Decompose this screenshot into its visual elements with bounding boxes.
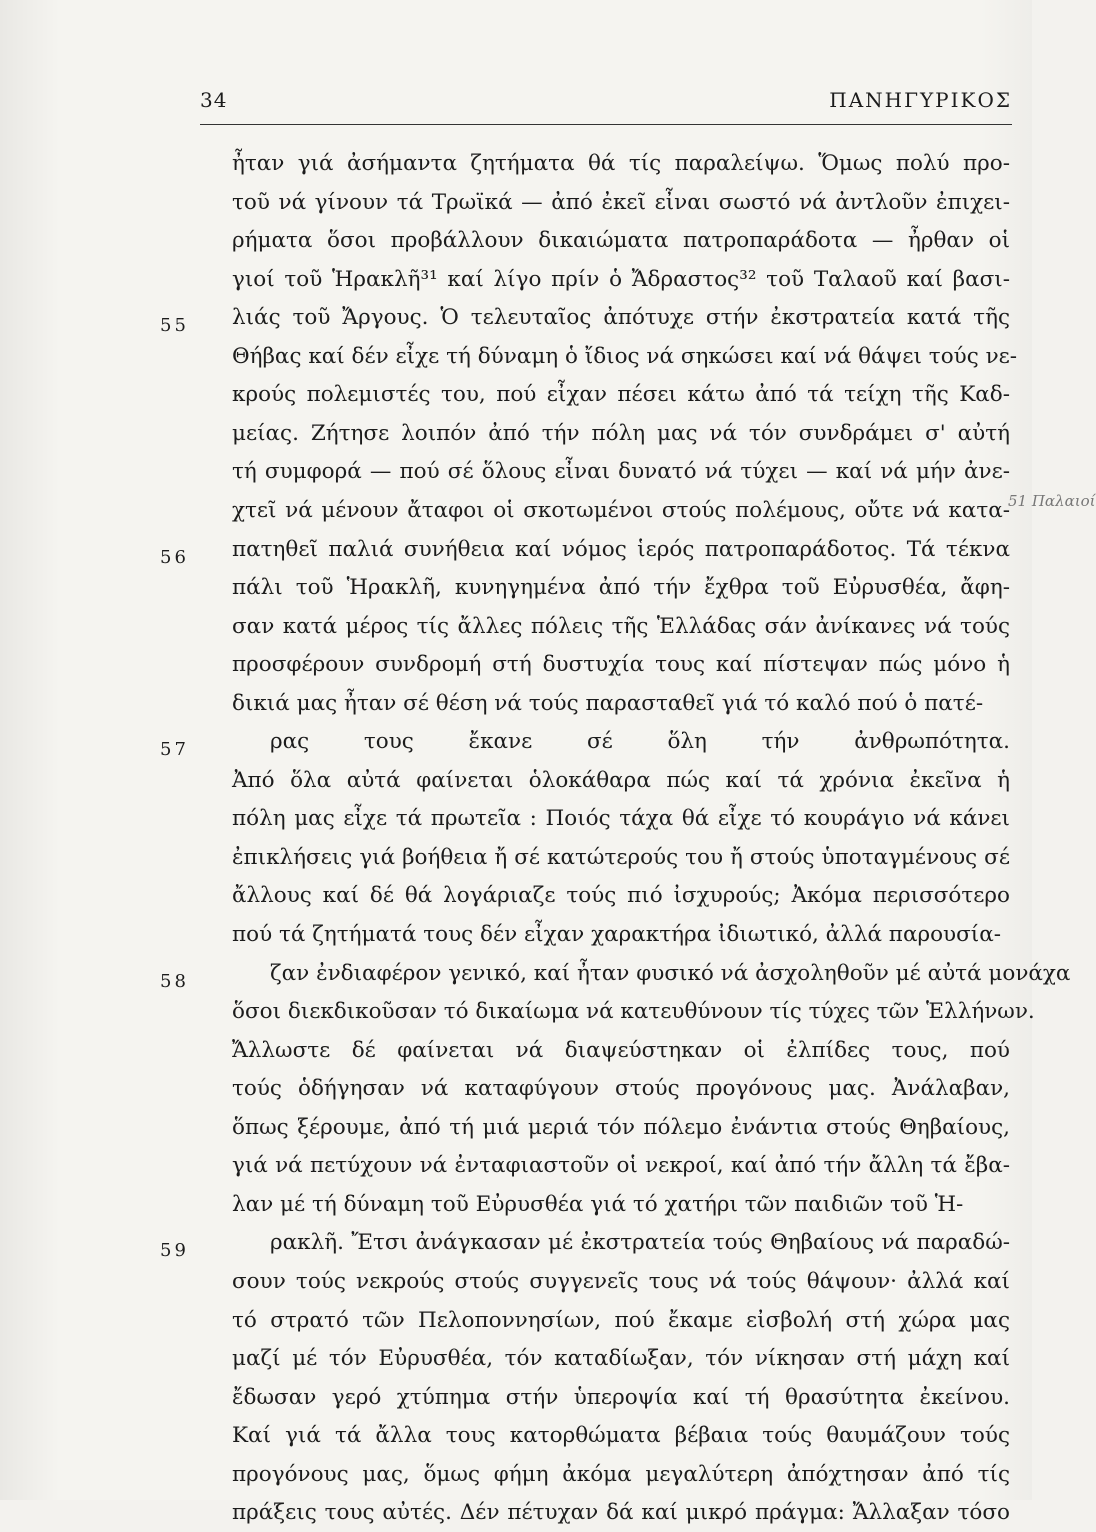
section-number: 57 [160, 739, 189, 761]
text-line: ρακλῆ. Ἔτσι ἀνάγκασαν μέ ἐκστρατεία τούς Θηβαίους νά παραδώ- [270, 1230, 1010, 1256]
text-line: ἄλλους καί δέ θά λογάριαζε τούς πιό ἰσχυρούς; Ἀκόμα περισσότερο [232, 883, 1010, 909]
section-number: 59 [160, 1240, 189, 1262]
text-line: σουν τούς νεκρούς στούς συγγενεῖς τους νά τούς θάψουν· ἀλλά καί [232, 1268, 1010, 1294]
text-line: τούς ὁδήγησαν νά καταφύγουν στούς προγόνους μας. Ἀνάλαβαν, [232, 1076, 1010, 1102]
text-line: λαν μέ τή δύναμη τοῦ Εὐρυσθέα γιά τό χατήρι τῶν παιδιῶν τοῦ Ἡ- [232, 1191, 964, 1217]
text-line: δικιά μας ἦταν σέ θέση νά τούς παρασταθεῖ γιά τό καλό πού ὁ πατέ- [232, 690, 984, 716]
text-line: λιάς τοῦ Ἄργους. Ὁ τελευταῖος ἀπότυχε στήν ἐκστρατεία κατά τῆς [232, 305, 1010, 331]
text-line: Ἀπό ὅλα αὐτά φαίνεται ὁλοκάθαρα πώς καί τά χρόνια ἐκεῖνα ἡ [232, 767, 1010, 793]
section-number: 55 [160, 315, 189, 337]
text-line: γιά νά πετύχουν νά ἐνταφιαστοῦν οἱ νεκροί, καί ἀπό τήν ἄλλη τά ἔβα- [232, 1153, 1010, 1179]
text-line: ἔδωσαν γερό χτύπημα στήν ὑπεροψία καί τή θρασύτητα ἐκείνου. [232, 1384, 1010, 1410]
text-line: τό στρατό τῶν Πελοποννησίων, πού ἔκαμε εἰσβολή στή χώρα μας [232, 1307, 1010, 1333]
text-line: μαζί μέ τόν Εὐρυσθέα, τόν καταδίωξαν, τόν νίκησαν στή μάχη καί [232, 1346, 1010, 1372]
text-line: τοῦ νά γίνουν τά Τρωϊκά — ἀπό ἐκεῖ εἶναι σωστό νά ἀντλοῦν ἐπιχει- [232, 189, 1010, 215]
text-line: πού τά ζητήματά τους δέν εἶχαν χαρακτήρα ἰδιωτικό, ἀλλά παρουσία- [232, 922, 1002, 947]
header-rule [200, 124, 1012, 125]
section-number: 58 [160, 970, 189, 992]
text-line: πάλι τοῦ Ἡρακλῆ, κυνηγημένα ἀπό τήν ἔχθρα τοῦ Εὐρυσθέα, ἄφη- [232, 575, 1010, 601]
text-line: πράξεις τους αὐτές. Δέν πέτυχαν δά καί μικρό πράγμα: Ἄλλαξαν τόσο [232, 1500, 1010, 1526]
text-line: μείας. Ζήτησε λοιπόν ἀπό τήν πόλη μας νά τόν συνδράμει σ' αὐτή [232, 420, 1010, 446]
running-head: ΠΑΝΗΓΥΡΙΚΟΣ [829, 88, 1012, 112]
section-number: 56 [160, 546, 189, 568]
text-line: ὅπως ξέρουμε, ἀπό τή μιά μεριά τόν πόλεμο ἐνάντια στούς Θηβαίους, [232, 1114, 1010, 1140]
margin-note: 51 Παλαιοί [1008, 492, 1096, 510]
text-line: Καί γιά τά ἄλλα τους κατορθώματα βέβαια τούς θαυμάζουν τούς [232, 1423, 1010, 1449]
text-line: ρας τους ἔκανε σέ ὅλη τήν ἀνθρωπότητα. [270, 729, 1010, 755]
text-line: χτεῖ νά μένουν ἄταφοι οἱ σκοτωμένοι στούς πολέμους, οὔτε νά κατα- [232, 497, 1010, 523]
text-line: κρούς πολεμιστές του, πού εἶχαν πέσει κάτω ἀπό τά τείχη τῆς Καδ- [232, 382, 1010, 408]
text-line: Ἄλλωστε δέ φαίνεται νά διαψεύστηκαν οἱ ἐλπίδες τους, πού [232, 1037, 1010, 1063]
text-line: ἐπικλήσεις γιά βοήθεια ἤ σέ κατώτερούς του ἤ στούς ὑποταγμένους σέ [232, 844, 1010, 870]
page-header [200, 88, 1012, 128]
text-line: ὅσοι διεκδικοῦσαν τό δικαίωμα νά κατευθύνουν τίς τύχες τῶν Ἑλλήνων. [232, 999, 1035, 1025]
text-line: ζαν ἐνδιαφέρον γενικό, καί ἦταν φυσικό νά ἀσχοληθοῦν μέ αὐτά μονάχα [270, 960, 1071, 986]
text-line: προγόνους μας, ὅμως φήμη ἀκόμα μεγαλύτερη ἀπόχτησαν ἀπό τίς [232, 1461, 1010, 1487]
text-line: γιοί τοῦ Ἡρακλῆ³¹ καί λίγο πρίν ὁ Ἄδραστος³² τοῦ Ταλαοῦ καί βασι- [232, 266, 1010, 292]
text-line: πατηθεῖ παλιά συνήθεια καί νόμος ἱερός πατροπαράδοτος. Τά τέκνα [232, 536, 1010, 562]
page-number: 34 [200, 88, 228, 112]
text-line: προσφέρουν συνδρομή στή δυστυχία τους καί πίστεψαν πώς μόνο ἡ [232, 652, 1010, 678]
text-line: πόλη μας εἶχε τά πρωτεῖα : Ποιός τάχα θά εἶχε τό κουράγιο νά κάνει [232, 806, 1010, 832]
text-line: ρήματα ὅσοι προβάλλουν δικαιώματα πατροπαράδοτα — ἦρθαν οἱ [232, 228, 1010, 254]
text-line: σαν κατά μέρος τίς ἄλλες πόλεις τῆς Ἑλλάδας σάν ἀνίκανες νά τούς [232, 613, 1010, 639]
text-line: Θήβας καί δέν εἶχε τή δύναμη ὁ ἴδιος νά σηκώσει καί νά θάψει τούς νε- [232, 343, 1018, 369]
text-line: ἦταν γιά ἀσήμαντα ζητήματα θά τίς παραλείψω. Ὅμως πολύ προ- [232, 151, 1010, 176]
text-line: τή συμφορά — πού σέ ὅλους εἶναι δυνατό νά τύχει — καί νά μήν ἀνε- [232, 459, 1010, 485]
